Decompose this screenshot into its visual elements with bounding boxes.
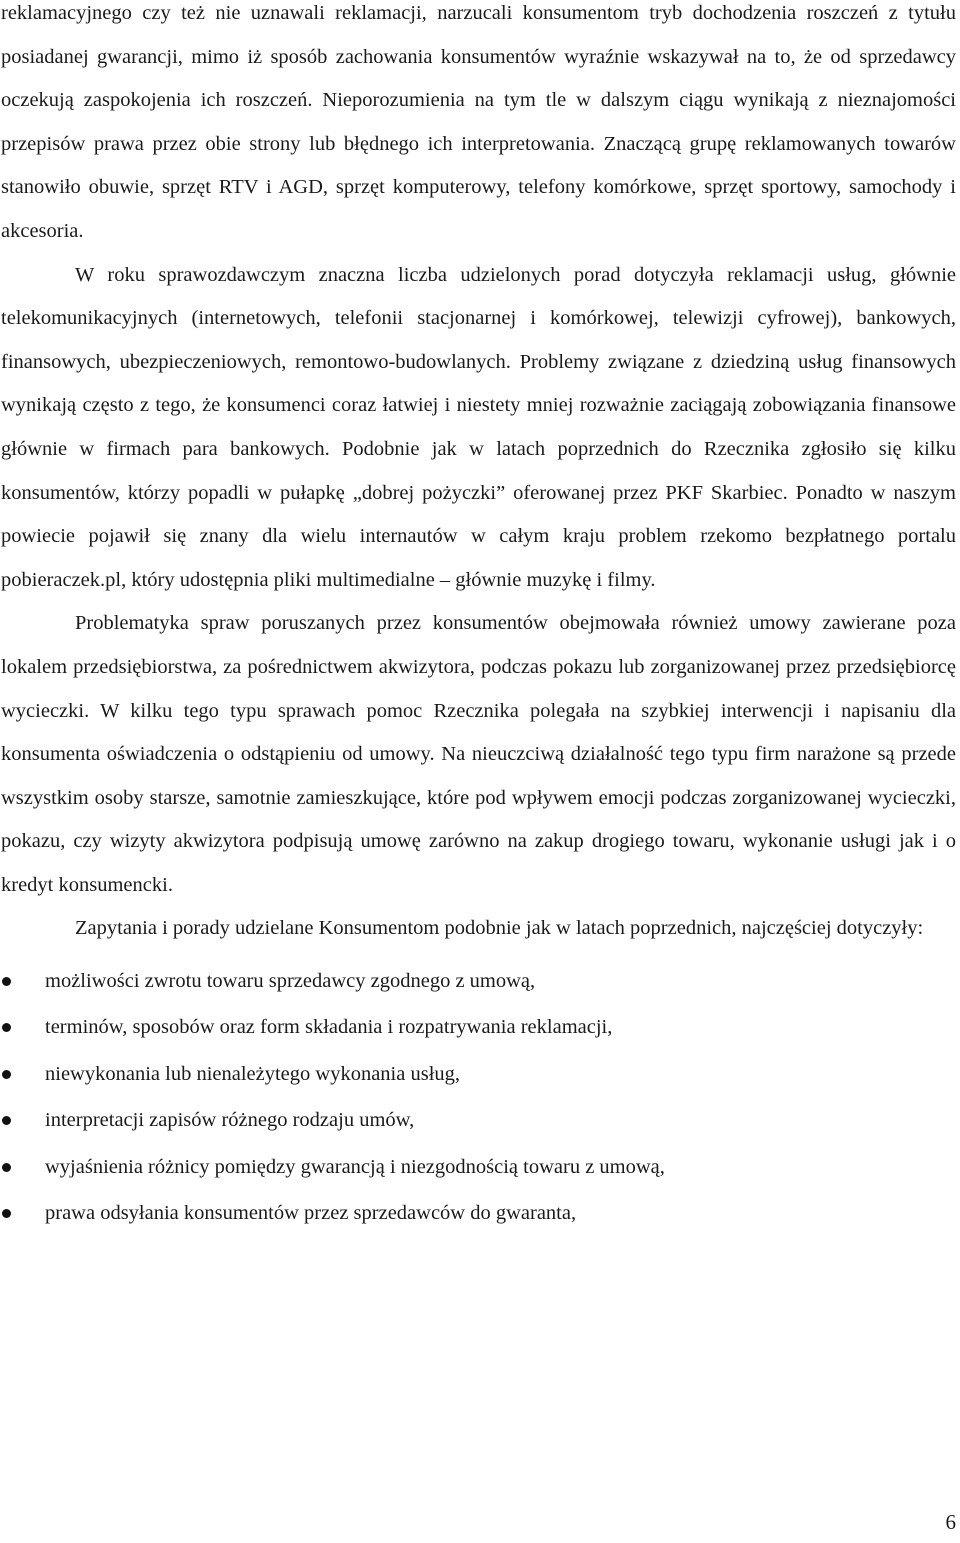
list-item: możliwości zwrotu towaru sprzedawcy zgodnego z umową, (1, 958, 956, 1004)
paragraph-services-complaints: W roku sprawozdawczym znaczna liczba udzielonych porad dotyczyła reklamacji usług, głównie telekomunikacyjnych (internetowych, telefonii stacjonarnej i komórkowej, telewizji cyfrowej), bankowych, finansowych, ubezpieczeniowych, remontowo-budowlanych. Problemy związane z dziedziną usług finansowych wynikają często z tego, że konsumenci coraz łatwiej i niestety mniej rozważnie zaciągają zobowiązania finansowe głównie w firmach para bankowych. Podobnie jak w latach poprzednich do Rzecznika zgłosiło się kilku konsumentów, którzy popadli w pułapkę „dobrej pożyczki” oferowanej przez PKF Skarbiec. Ponadto w naszym powiecie pojawił się znany dla wielu internautów w całym kraju problem rzekomo bezpłatnego portalu pobieraczek.pl, który udostępnia pliki multimedialne – głównie muzykę i filmy. (1, 263, 956, 591)
list-item: wyjaśnienia różnicy pomiędzy gwarancją i niezgodnością towaru z umową, (1, 1144, 956, 1190)
list-item: terminów, sposobów oraz form składania i rozpatrywania reklamacji, (1, 1004, 956, 1050)
list-item: niewykonania lub nienależytego wykonania usług, (1, 1051, 956, 1097)
page-number: 6 (945, 1510, 956, 1534)
list-item: prawa odsyłania konsumentów przez sprzedawców do gwaranta, (1, 1190, 956, 1236)
paragraph-complaints-continued: reklamacyjnego czy też nie uznawali reklamacji, narzucali konsumentom tryb dochodzenia roszczeń z tytułu posiadanej gwarancji, mimo iż sposób zachowania konsumentów wyraźnie wskazywał na to, że od sprzedawcy oczekują zaspokojenia ich roszczeń. Nieporozumienia na tym tle w dalszym ciągu wynikają z nieznajomości przepisów prawa przez obie strony lub błędnego ich interpretowania. Znaczącą grupę reklamowanych towarów stanowiło obuwie, sprzęt RTV i AGD, sprzęt komputerowy, telefony komórkowe, sprzęt sportowy, samochody i akcesoria. (1, 2, 956, 242)
inquiries-bullet-list (1, 958, 956, 1236)
paragraph-offsite-contracts: Problematyka spraw poruszanych przez konsumentów obejmowała również umowy zawierane poza lokalem przedsiębiorstwa, za pośrednictwem akwizytora, podczas pokazu lub zorganizowanej przez przedsiębiorcę wycieczki. W kilku tego typu sprawach pomoc Rzecznika polegała na szybkiej interwencji i napisaniu dla konsumenta oświadczenia o odstąpieniu od umowy. Na nieuczciwą działalność tego typu firm narażone są przede wszystkim osoby starsze, samotnie zamieszkujące, które pod wpływem emocji podczas zorganizowanej wycieczki, pokazu, czy wizyty akwizytora podpisują umowę zarówno na zakup drogiego towaru, wykonanie usługi jak i o kredyt konsumencki. (1, 612, 956, 896)
paragraph-inquiries-intro: Zapytania i porady udzielane Konsumentom podobnie jak w latach poprzednich, najczęściej dotyczyły: (75, 917, 924, 940)
list-item: interpretacji zapisów różnego rodzaju umów, (1, 1097, 956, 1143)
